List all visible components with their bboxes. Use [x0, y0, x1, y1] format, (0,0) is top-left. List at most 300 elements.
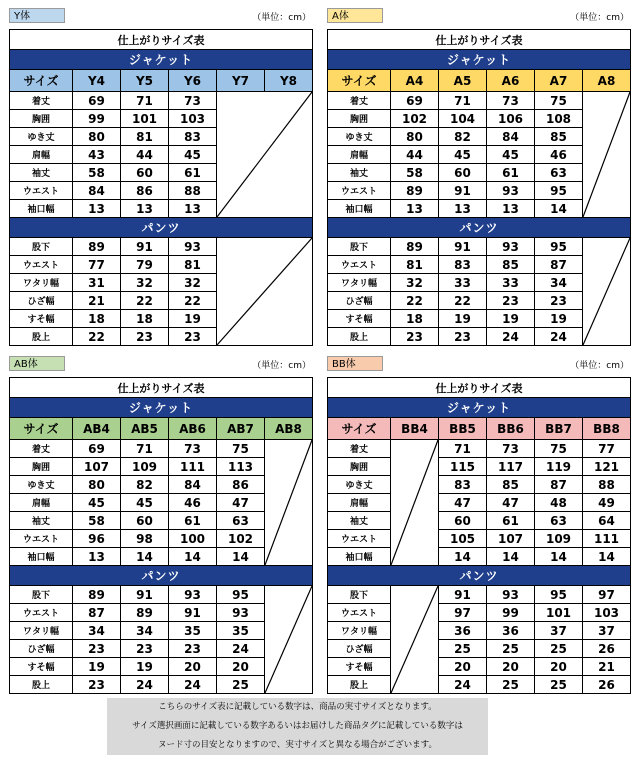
value-cell: 32: [169, 274, 217, 292]
value-cell: 45: [121, 494, 169, 512]
size-column-header: A5: [439, 70, 487, 92]
value-cell: 87: [535, 476, 583, 494]
size-column-header: BB6: [487, 418, 535, 440]
value-cell: 21: [73, 292, 121, 310]
measure-label: すそ幅: [10, 658, 73, 676]
value-cell: 99: [73, 110, 121, 128]
size-column-header: A4: [391, 70, 439, 92]
table-row: [10, 238, 313, 256]
value-cell: 25: [487, 676, 535, 694]
value-cell: 20: [535, 658, 583, 676]
measure-label: ゆき丈: [10, 476, 73, 494]
table-row: [328, 640, 631, 658]
value-cell: 79: [121, 256, 169, 274]
size-header-label: サイズ: [10, 418, 73, 440]
value-cell: 80: [73, 476, 121, 494]
measure-label: 胸囲: [328, 110, 391, 128]
table-title: 仕上がりサイズ表: [10, 30, 313, 50]
body-type-tag: A体: [327, 8, 383, 23]
measure-label: すそ幅: [328, 658, 391, 676]
value-cell: 77: [583, 440, 631, 458]
value-cell: 61: [487, 512, 535, 530]
measure-label: 着丈: [328, 92, 391, 110]
diagonal-slash: [217, 92, 312, 217]
value-cell: 18: [73, 310, 121, 328]
value-cell: 45: [487, 146, 535, 164]
note-line-1: こちらのサイズ表に記載している数字は、商品の実寸サイズとなります。: [158, 702, 437, 712]
value-cell: 24: [217, 640, 265, 658]
value-cell: 24: [487, 328, 535, 346]
value-cell: 88: [169, 182, 217, 200]
table-row: [328, 512, 631, 530]
value-cell: 33: [487, 274, 535, 292]
value-cell: 23: [169, 640, 217, 658]
value-cell: 23: [121, 640, 169, 658]
value-cell: 31: [73, 274, 121, 292]
unit-label: （単位：cm）: [570, 13, 629, 23]
value-cell: 107: [487, 530, 535, 548]
value-cell: 82: [439, 128, 487, 146]
value-cell: 71: [121, 92, 169, 110]
value-cell: 101: [121, 110, 169, 128]
measure-label: ウエスト: [328, 604, 391, 622]
unit-label: （単位：cm）: [252, 361, 311, 371]
size-header-row: [328, 70, 631, 92]
value-cell: 63: [535, 164, 583, 182]
blank-cell: [391, 586, 439, 694]
value-cell: 73: [487, 440, 535, 458]
value-cell: 73: [169, 92, 217, 110]
value-cell: 20: [169, 658, 217, 676]
value-cell: 107: [73, 458, 121, 476]
value-cell: 13: [169, 200, 217, 218]
value-cell: 58: [391, 164, 439, 182]
table-row: [328, 238, 631, 256]
value-cell: 85: [487, 256, 535, 274]
value-cell: 84: [487, 128, 535, 146]
blank-cell: [391, 440, 439, 566]
value-cell: 22: [73, 328, 121, 346]
section-row: [10, 50, 313, 70]
size-header-label: サイズ: [10, 70, 73, 92]
pants-section-header: パンツ: [10, 566, 313, 586]
value-cell: 19: [73, 658, 121, 676]
measure-label: すそ幅: [328, 310, 391, 328]
value-cell: 89: [121, 604, 169, 622]
value-cell: 63: [535, 512, 583, 530]
body-type-tag: BB体: [327, 356, 383, 371]
size-column-header: BB7: [535, 418, 583, 440]
value-cell: 32: [391, 274, 439, 292]
diagonal-slash: [265, 586, 312, 693]
section-row: [328, 566, 631, 586]
jacket-section-header: ジャケット: [10, 50, 313, 70]
table-row: [328, 494, 631, 512]
value-cell: 45: [439, 146, 487, 164]
measure-label: 股上: [10, 328, 73, 346]
value-cell: 22: [439, 292, 487, 310]
value-cell: 84: [169, 476, 217, 494]
unit-label: （単位：cm）: [252, 13, 311, 23]
value-cell: 93: [487, 182, 535, 200]
measure-label: ウエスト: [328, 182, 391, 200]
value-cell: 13: [391, 200, 439, 218]
value-cell: 47: [217, 494, 265, 512]
measure-label: 着丈: [10, 440, 73, 458]
value-cell: 111: [583, 530, 631, 548]
value-cell: 93: [487, 238, 535, 256]
table-title: 仕上がりサイズ表: [328, 378, 631, 398]
blank-cell: [217, 92, 313, 218]
table-row: [328, 458, 631, 476]
value-cell: 23: [535, 292, 583, 310]
measure-label: ワタリ幅: [328, 622, 391, 640]
measure-label: 股上: [328, 676, 391, 694]
value-cell: 86: [217, 476, 265, 494]
value-cell: 87: [73, 604, 121, 622]
measure-label: 肩幅: [328, 494, 391, 512]
value-cell: 25: [535, 640, 583, 658]
size-column-header: Y4: [73, 70, 121, 92]
value-cell: 21: [583, 658, 631, 676]
section-row: [328, 398, 631, 418]
value-cell: 35: [217, 622, 265, 640]
body-type-tag: AB体: [9, 356, 65, 371]
size-column-header: AB7: [217, 418, 265, 440]
value-cell: 14: [169, 548, 217, 566]
value-cell: 73: [169, 440, 217, 458]
table-row: [10, 586, 313, 604]
size-column-header: BB8: [583, 418, 631, 440]
section-row: [328, 50, 631, 70]
table-row: [328, 92, 631, 110]
diagonal-slash: [391, 440, 438, 565]
value-cell: 97: [583, 586, 631, 604]
measure-label: 胸囲: [328, 458, 391, 476]
value-cell: 71: [439, 92, 487, 110]
value-cell: 121: [583, 458, 631, 476]
value-cell: 81: [391, 256, 439, 274]
value-cell: 44: [121, 146, 169, 164]
measure-label: ゆき丈: [328, 128, 391, 146]
value-cell: 71: [439, 440, 487, 458]
title-row: [328, 30, 631, 50]
size-column-header: Y6: [169, 70, 217, 92]
note-box: [107, 698, 488, 755]
value-cell: 91: [439, 586, 487, 604]
size-column-header: BB5: [439, 418, 487, 440]
value-cell: 105: [439, 530, 487, 548]
value-cell: 13: [121, 200, 169, 218]
value-cell: 14: [535, 548, 583, 566]
value-cell: 58: [73, 512, 121, 530]
value-cell: 60: [121, 164, 169, 182]
value-cell: 80: [391, 128, 439, 146]
value-cell: 102: [391, 110, 439, 128]
value-cell: 99: [487, 604, 535, 622]
value-cell: 69: [73, 440, 121, 458]
value-cell: 24: [121, 676, 169, 694]
value-cell: 61: [487, 164, 535, 182]
value-cell: 91: [121, 586, 169, 604]
value-cell: 86: [121, 182, 169, 200]
blank-cell: [265, 440, 313, 566]
measure-label: 股下: [328, 238, 391, 256]
value-cell: 37: [583, 622, 631, 640]
value-cell: 98: [121, 530, 169, 548]
measure-label: 股上: [328, 328, 391, 346]
value-cell: 117: [487, 458, 535, 476]
value-cell: 61: [169, 512, 217, 530]
diagonal-slash: [265, 440, 312, 565]
measure-label: 袖口幅: [10, 548, 73, 566]
measure-label: 袖口幅: [10, 200, 73, 218]
value-cell: 35: [169, 622, 217, 640]
section-row: [328, 218, 631, 238]
value-cell: 88: [583, 476, 631, 494]
size-header-row: [328, 418, 631, 440]
jacket-section-header: ジャケット: [10, 398, 313, 418]
value-cell: 60: [439, 164, 487, 182]
measure-label: ウエスト: [328, 530, 391, 548]
value-cell: 19: [169, 310, 217, 328]
value-cell: 18: [121, 310, 169, 328]
value-cell: 81: [169, 256, 217, 274]
diagonal-slash: [391, 586, 438, 693]
value-cell: 26: [583, 640, 631, 658]
pants-section-header: パンツ: [328, 218, 631, 238]
measure-label: 袖口幅: [328, 200, 391, 218]
value-cell: 91: [439, 182, 487, 200]
measure-label: 股下: [328, 586, 391, 604]
value-cell: 13: [73, 548, 121, 566]
value-cell: 89: [391, 182, 439, 200]
value-cell: 14: [583, 548, 631, 566]
diagonal-slash: [583, 238, 630, 345]
measure-label: 胸囲: [10, 458, 73, 476]
blank-cell: [583, 238, 631, 346]
measure-label: 胸囲: [10, 110, 73, 128]
value-cell: 14: [439, 548, 487, 566]
value-cell: 89: [73, 586, 121, 604]
measure-label: 肩幅: [10, 146, 73, 164]
value-cell: 60: [439, 512, 487, 530]
measure-label: 肩幅: [10, 494, 73, 512]
value-cell: 24: [169, 676, 217, 694]
measure-label: ゆき丈: [328, 476, 391, 494]
value-cell: 87: [535, 256, 583, 274]
value-cell: 75: [535, 92, 583, 110]
value-cell: 23: [73, 676, 121, 694]
value-cell: 84: [73, 182, 121, 200]
value-cell: 89: [391, 238, 439, 256]
pants-section-header: パンツ: [10, 218, 313, 238]
note-line-2: サイズ選択画面に記載している数字あるいはお届けした商品タグに記載している数字は: [132, 721, 463, 731]
value-cell: 24: [535, 328, 583, 346]
size-column-header: AB8: [265, 418, 313, 440]
value-cell: 108: [535, 110, 583, 128]
section-row: [10, 566, 313, 586]
section-row: [10, 218, 313, 238]
size-header-row: [10, 418, 313, 440]
value-cell: 83: [439, 256, 487, 274]
value-cell: 14: [535, 200, 583, 218]
measure-label: 股上: [10, 676, 73, 694]
value-cell: 63: [217, 512, 265, 530]
value-cell: 69: [73, 92, 121, 110]
value-cell: 73: [487, 92, 535, 110]
value-cell: 37: [535, 622, 583, 640]
value-cell: 81: [121, 128, 169, 146]
value-cell: 23: [121, 328, 169, 346]
value-cell: 102: [217, 530, 265, 548]
value-cell: 97: [439, 604, 487, 622]
table-row: [328, 676, 631, 694]
jacket-section-header: ジャケット: [328, 398, 631, 418]
size-header-label: サイズ: [328, 70, 391, 92]
measure-label: ひざ幅: [328, 640, 391, 658]
diagonal-slash: [583, 92, 630, 217]
size-table: [9, 377, 313, 694]
value-cell: 100: [169, 530, 217, 548]
value-cell: 77: [73, 256, 121, 274]
value-cell: 22: [169, 292, 217, 310]
value-cell: 20: [439, 658, 487, 676]
value-cell: 83: [439, 476, 487, 494]
measure-label: 袖口幅: [328, 548, 391, 566]
value-cell: 25: [487, 640, 535, 658]
measure-label: 袖丈: [328, 164, 391, 182]
size-header-row: [10, 70, 313, 92]
value-cell: 26: [583, 676, 631, 694]
value-cell: 109: [535, 530, 583, 548]
body-type-tag: Y体: [9, 8, 65, 23]
value-cell: 14: [487, 548, 535, 566]
measure-label: 袖丈: [10, 164, 73, 182]
measure-label: ウエスト: [10, 256, 73, 274]
size-column-header: A8: [583, 70, 631, 92]
value-cell: 93: [169, 586, 217, 604]
value-cell: 18: [391, 310, 439, 328]
value-cell: 22: [121, 292, 169, 310]
measure-label: ワタリ幅: [10, 274, 73, 292]
note-line-3: ヌード寸の目安となりますので、実寸サイズと異なる場合がございます。: [158, 740, 437, 750]
value-cell: 83: [169, 128, 217, 146]
measure-label: ワタリ幅: [10, 622, 73, 640]
value-cell: 33: [439, 274, 487, 292]
value-cell: 64: [583, 512, 631, 530]
value-cell: 13: [439, 200, 487, 218]
value-cell: 75: [535, 440, 583, 458]
value-cell: 49: [583, 494, 631, 512]
value-cell: 96: [73, 530, 121, 548]
measure-label: ウエスト: [10, 604, 73, 622]
value-cell: 47: [487, 494, 535, 512]
value-cell: 93: [169, 238, 217, 256]
value-cell: 46: [535, 146, 583, 164]
measure-label: 股下: [10, 586, 73, 604]
value-cell: 91: [169, 604, 217, 622]
value-cell: 23: [73, 640, 121, 658]
value-cell: 19: [439, 310, 487, 328]
value-cell: 13: [487, 200, 535, 218]
value-cell: 85: [535, 128, 583, 146]
value-cell: 95: [535, 182, 583, 200]
value-cell: 45: [169, 146, 217, 164]
measure-label: ウエスト: [10, 182, 73, 200]
value-cell: 34: [73, 622, 121, 640]
value-cell: 34: [121, 622, 169, 640]
value-cell: 23: [487, 292, 535, 310]
measure-label: 着丈: [10, 92, 73, 110]
jacket-section-header: ジャケット: [328, 50, 631, 70]
blank-cell: [583, 92, 631, 218]
value-cell: 14: [217, 548, 265, 566]
value-cell: 91: [121, 238, 169, 256]
measure-label: 股下: [10, 238, 73, 256]
size-column-header: Y5: [121, 70, 169, 92]
value-cell: 58: [73, 164, 121, 182]
table-row: [328, 530, 631, 548]
value-cell: 19: [121, 658, 169, 676]
table-row: [328, 658, 631, 676]
value-cell: 32: [121, 274, 169, 292]
value-cell: 80: [73, 128, 121, 146]
size-column-header: AB5: [121, 418, 169, 440]
value-cell: 34: [535, 274, 583, 292]
value-cell: 22: [391, 292, 439, 310]
size-column-header: AB6: [169, 418, 217, 440]
size-table: [327, 377, 631, 694]
value-cell: 111: [169, 458, 217, 476]
size-column-header: A6: [487, 70, 535, 92]
value-cell: 95: [535, 586, 583, 604]
value-cell: 93: [217, 604, 265, 622]
value-cell: 25: [217, 676, 265, 694]
table-row: [10, 440, 313, 458]
value-cell: 25: [439, 640, 487, 658]
value-cell: 119: [535, 458, 583, 476]
value-cell: 85: [487, 476, 535, 494]
diagonal-slash: [217, 238, 312, 345]
value-cell: 106: [487, 110, 535, 128]
size-column-header: Y7: [217, 70, 265, 92]
value-cell: 71: [121, 440, 169, 458]
measure-label: ウエスト: [10, 530, 73, 548]
size-column-header: BB4: [391, 418, 439, 440]
table-row: [328, 586, 631, 604]
measure-label: 着丈: [328, 440, 391, 458]
value-cell: 69: [391, 92, 439, 110]
value-cell: 19: [535, 310, 583, 328]
value-cell: 91: [439, 238, 487, 256]
table-row: [328, 476, 631, 494]
value-cell: 36: [439, 622, 487, 640]
measure-label: ひざ幅: [10, 640, 73, 658]
section-row: [10, 398, 313, 418]
table-row: [328, 604, 631, 622]
value-cell: 104: [439, 110, 487, 128]
measure-label: すそ幅: [10, 310, 73, 328]
table-title: 仕上がりサイズ表: [10, 378, 313, 398]
value-cell: 82: [121, 476, 169, 494]
table-title: 仕上がりサイズ表: [328, 30, 631, 50]
size-table: [9, 29, 313, 346]
value-cell: 101: [535, 604, 583, 622]
table-row: [10, 92, 313, 110]
value-cell: 23: [169, 328, 217, 346]
value-cell: 14: [121, 548, 169, 566]
